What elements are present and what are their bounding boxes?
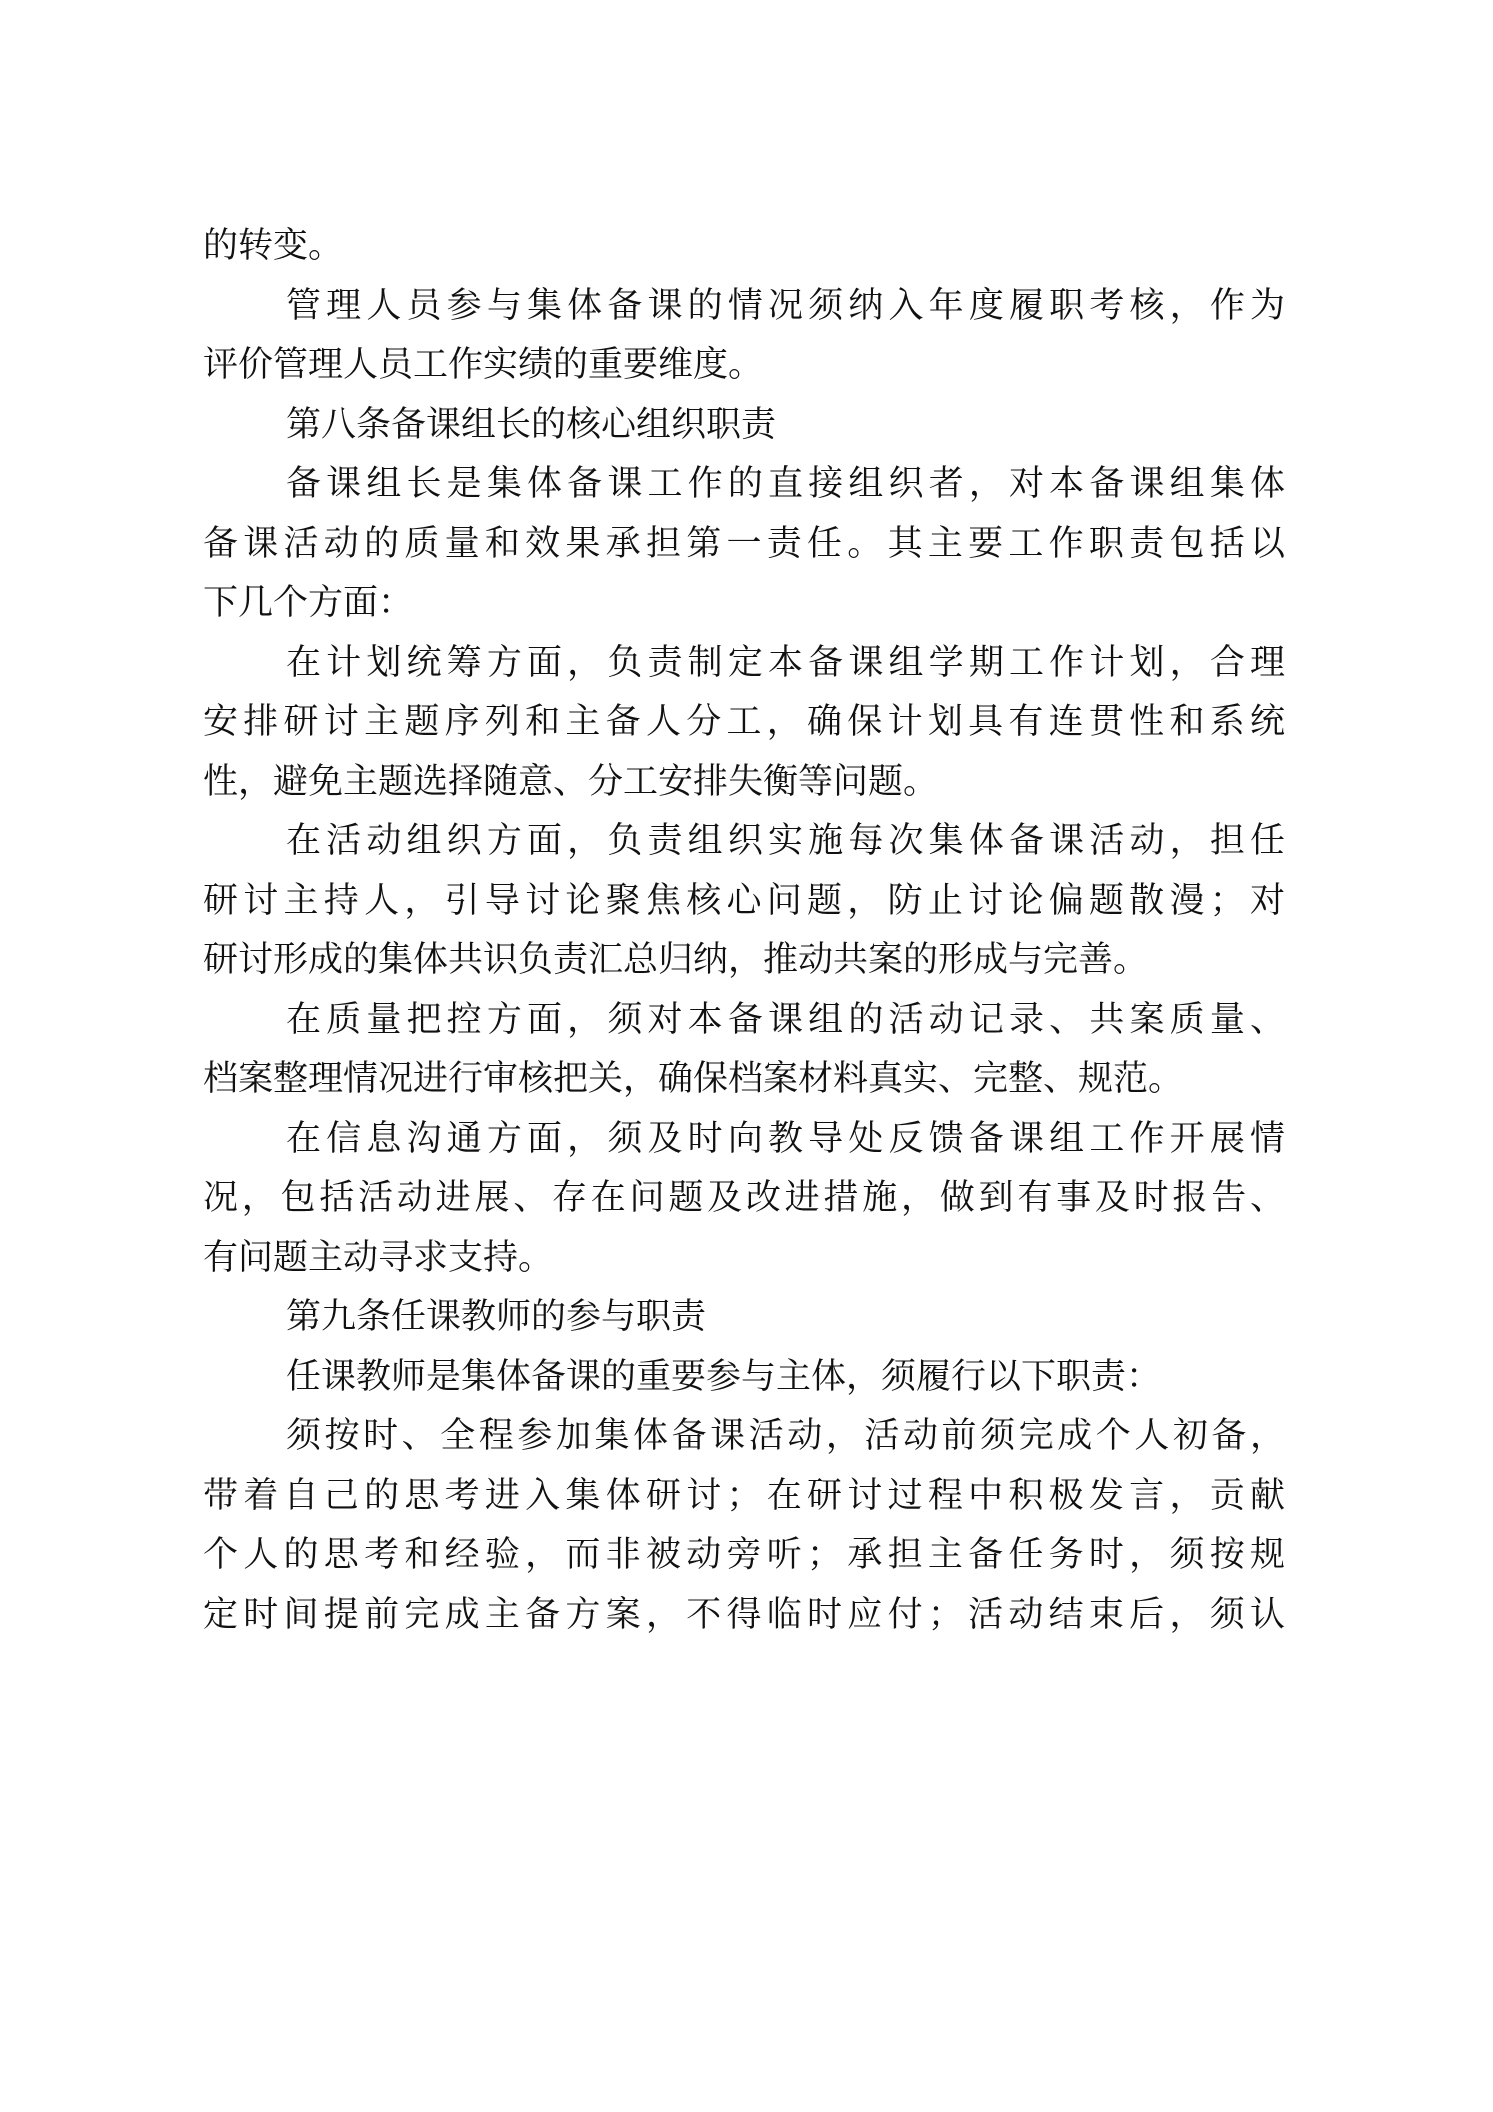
text-line: 在计划统筹方面，负责制定本备课组学期工作计划，合理 [286, 642, 1285, 683]
text-line: 定时间提前完成主备方案，不得临时应付；活动结束后，须认 [203, 1594, 1285, 1635]
text-line: 档案整理情况进行审核把关，确保档案材料真实、完整、规范。 [203, 1059, 1184, 1099]
text-line: 管理人员参与集体备课的情况须纳入年度履职考核，作为 [286, 285, 1285, 326]
text-line: 个人的思考和经验，而非被动旁听；承担主备任务时，须按规 [203, 1535, 1285, 1575]
text-line: 况，包括活动进展、存在问题及改进措施，做到有事及时报告、 [203, 1178, 1285, 1218]
text-line: 备课组长是集体备课工作的直接组织者，对本备课组集体 [286, 464, 1285, 504]
text-line: 任课教师是集体备课的重要参与主体，须履行以下职责： [286, 1356, 1162, 1397]
text-line: 研讨主持人，引导讨论聚焦核心问题，防止讨论偏题散漫；对 [203, 880, 1285, 921]
article-heading: 第八条备课组长的核心组织职责 [286, 404, 777, 445]
text-line: 备课活动的质量和效果承担第一责任。其主要工作职责包括以 [203, 523, 1285, 564]
text-line: 带着自己的思考进入集体研讨；在研讨过程中积极发言，贡献 [203, 1475, 1285, 1516]
text-line: 安排研讨主题序列和主备人分工，确保计划具有连贯性和系统 [203, 702, 1285, 742]
text-line: 须按时、全程参加集体备课活动，活动前须完成个人初备， [286, 1416, 1285, 1456]
text-line: 有问题主动寻求支持。 [203, 1237, 554, 1278]
text-line: 的转变。 [203, 226, 344, 266]
text-line: 评价管理人员工作实绩的重要维度。 [203, 345, 764, 385]
document-body [203, 226, 1285, 1926]
article-heading: 第九条任课教师的参与职责 [286, 1297, 707, 1337]
text-line: 在活动组织方面，负责组织实施每次集体备课活动，担任 [286, 821, 1285, 861]
text-line: 研讨形成的集体共识负责汇总归纳，推动共案的形成与完善。 [203, 940, 1149, 980]
text-line: 下几个方面： [203, 583, 414, 623]
text-line: 在质量把控方面，须对本备课组的活动记录、共案质量、 [286, 999, 1285, 1040]
text-line: 性，避免主题选择随意、分工安排失衡等问题。 [203, 761, 939, 802]
text-line: 在信息沟通方面，须及时向教导处反馈备课组工作开展情 [286, 1118, 1285, 1159]
